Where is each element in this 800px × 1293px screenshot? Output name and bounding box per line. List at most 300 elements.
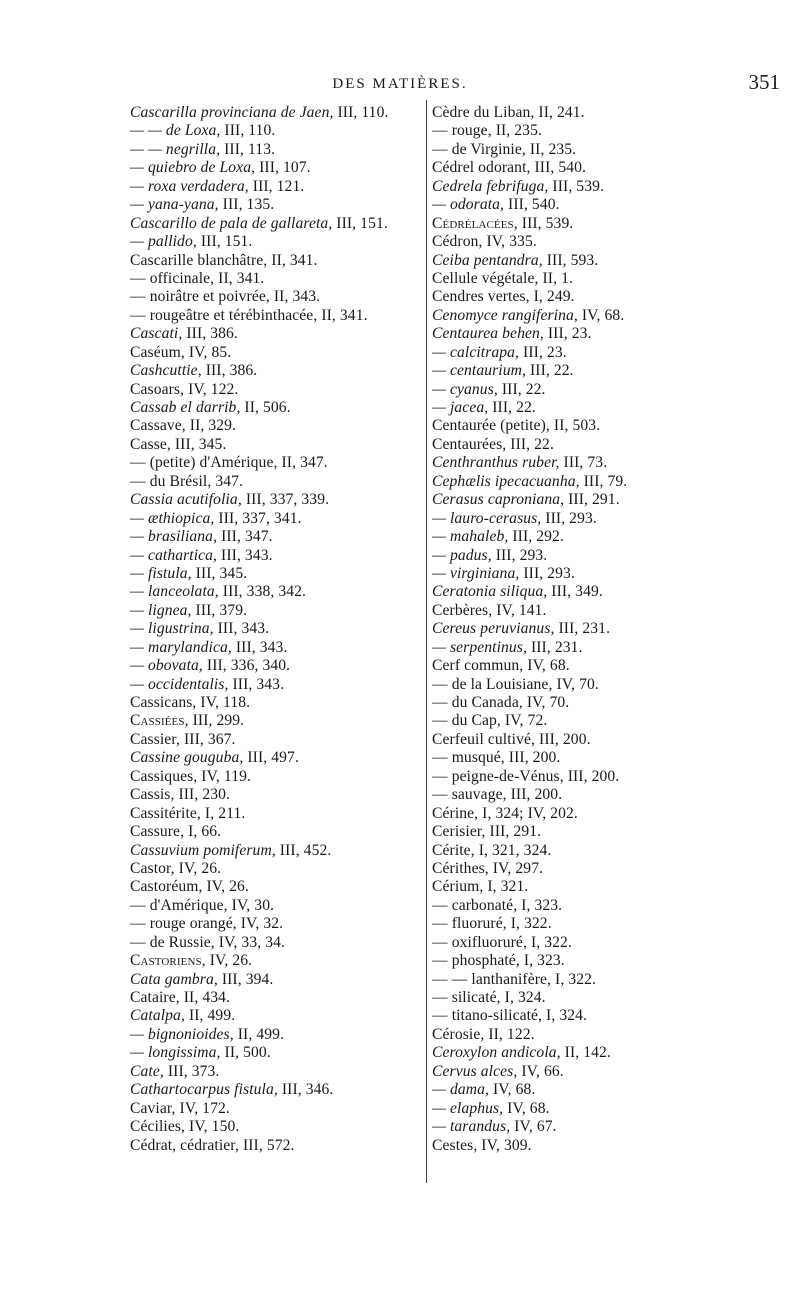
index-entry <box>130 196 422 214</box>
entry-reference: III, 22. <box>506 435 554 453</box>
entry-reference: III, 497. <box>243 749 299 767</box>
index-entry <box>432 436 777 454</box>
entry-term: — de la Louisiane, <box>432 675 553 693</box>
entry-term: Cassier, <box>130 730 180 748</box>
entry-reference: III, 394. <box>217 970 274 988</box>
entry-reference: III, 110. <box>220 122 276 140</box>
index-entry <box>432 878 777 896</box>
entry-reference: III, 291. <box>485 823 542 841</box>
entry-term: Cerisier, <box>432 823 486 841</box>
entry-reference: III, 343. <box>213 620 270 638</box>
entry-term: Cassitérite, <box>130 804 201 822</box>
entry-reference: IV, 68. <box>523 657 570 675</box>
entry-reference: III, 23. <box>519 343 567 361</box>
index-entry <box>130 694 422 712</box>
entry-reference: IV, 118. <box>196 694 251 711</box>
entry-reference: III, 200. <box>506 786 563 804</box>
index-entry <box>130 325 422 343</box>
entry-reference: III, 200. <box>563 767 620 785</box>
entry-term: Caviar, <box>130 1099 176 1117</box>
index-entry <box>432 196 777 214</box>
entry-term: — bignonioides, <box>130 1025 234 1043</box>
entry-term: — ligustrina, <box>130 620 214 638</box>
entry-reference: IV, 70. <box>552 675 599 693</box>
entry-reference: I, 321, 324. <box>474 841 552 859</box>
entry-reference: III, 345. <box>170 435 227 453</box>
entry-term: — — de Loxa, <box>130 122 221 140</box>
index-entry <box>432 270 777 288</box>
index-entry <box>432 104 777 122</box>
entry-term: — cathartica, <box>130 546 218 564</box>
entry-term: — sauvage, <box>432 786 507 804</box>
entry-reference: III, 121. <box>248 177 305 195</box>
entry-term: Cérine, <box>432 804 479 822</box>
entry-term: — — negrilla, <box>130 140 221 158</box>
entry-term: — elaphus, <box>432 1099 504 1117</box>
entry-term: Cérite, <box>432 841 475 859</box>
entry-term: — jacea, <box>432 399 489 416</box>
entry-reference: I, 322. <box>551 970 597 988</box>
entry-reference: I, 324. <box>542 1007 588 1025</box>
entry-reference: II, 235. <box>491 122 542 140</box>
entry-term: Cassia acutifolia, <box>130 491 242 509</box>
index-entry <box>130 768 422 786</box>
entry-reference: IV, 309. <box>477 1136 532 1154</box>
entry-term: Cèdre du Liban, <box>432 104 535 121</box>
index-entry <box>432 1137 777 1155</box>
entry-reference: I, 324; IV, 202. <box>478 804 578 822</box>
entry-reference: IV, 85. <box>184 343 232 361</box>
index-entry <box>432 952 777 970</box>
entry-term: — occidentalis, <box>130 675 229 693</box>
entry-term: — du Cap, <box>432 712 501 730</box>
index-entry <box>432 768 777 786</box>
entry-term: — padus, <box>432 546 492 564</box>
entry-reference: III, 539. <box>517 214 574 232</box>
entry-reference: III, 293. <box>541 509 597 527</box>
index-entry <box>130 823 422 841</box>
index-entry <box>432 786 777 804</box>
entry-reference: III, 343. <box>231 638 288 656</box>
entry-reference: IV, 141. <box>492 601 547 619</box>
entry-reference: III, 373. <box>163 1062 220 1080</box>
entry-term: Cassure, <box>130 823 185 841</box>
entry-reference: II, 343. <box>269 288 321 306</box>
page-number: 351 <box>748 70 780 94</box>
entry-term: — pallido, <box>130 233 197 251</box>
entry-reference: II, 341. <box>214 269 265 287</box>
entry-term: Ceroxylon andicola, <box>432 1044 561 1062</box>
entry-reference: III, 386. <box>182 325 238 343</box>
index-entry <box>432 288 777 306</box>
index-entry <box>432 602 777 620</box>
index-entry <box>432 1118 777 1136</box>
index-entry <box>130 639 422 657</box>
entry-reference: IV, 68. <box>503 1099 550 1117</box>
index-entry <box>130 878 422 896</box>
entry-reference: III, 79. <box>579 472 628 490</box>
entry-term: — obovata, <box>130 657 203 675</box>
entry-term: Catalpa, <box>130 1007 185 1025</box>
index-entry <box>130 583 422 601</box>
entry-term: — tarandus, <box>432 1118 511 1136</box>
index-entry <box>130 1007 422 1025</box>
entry-reference: I, 323. <box>519 952 565 970</box>
entry-term: Cassine gouguba, <box>130 749 244 767</box>
index-entry <box>130 565 422 583</box>
index-entry <box>432 362 777 380</box>
entry-reference: III, 299. <box>188 712 245 730</box>
entry-reference: III, 347. <box>217 528 273 546</box>
entry-term: — marylandica, <box>130 638 232 656</box>
index-entry <box>432 252 777 270</box>
index-entry <box>432 712 777 730</box>
index-entry <box>130 307 422 325</box>
index-entry <box>130 178 422 196</box>
entry-term: — rougeâtre et térébinthacée, <box>130 306 318 324</box>
entry-term: Cataire, <box>130 989 180 1006</box>
index-entry <box>130 399 422 417</box>
index-entry <box>432 233 777 251</box>
index-entry <box>432 454 777 472</box>
entry-reference: IV, 122. <box>184 380 239 398</box>
entry-reference: III, 337, 341. <box>214 509 302 527</box>
entry-term: Centhranthus ruber, <box>432 454 560 472</box>
index-entry <box>130 897 422 915</box>
entry-term: — cyanus, <box>432 380 498 398</box>
entry-reference: 347. <box>211 472 244 490</box>
index-entry <box>432 141 777 159</box>
index-entry <box>130 1081 422 1099</box>
index-entry <box>432 399 777 417</box>
index-entry <box>432 915 777 933</box>
entry-term: Cephælis ipecacuanha, <box>432 472 580 490</box>
entry-term: — lignea, <box>130 601 192 619</box>
index-entry <box>130 934 422 952</box>
entry-reference: I, 322. <box>506 915 552 933</box>
entry-term: Cerbères, <box>432 601 493 619</box>
entry-reference: I, 323. <box>517 896 563 914</box>
index-entry <box>130 971 422 989</box>
index-entry <box>432 417 777 435</box>
entry-reference: III, 367. <box>179 730 236 748</box>
entry-reference: IV, 150. <box>185 1118 240 1136</box>
entry-reference: IV, 72. <box>500 712 548 730</box>
index-entry <box>130 141 422 159</box>
index-entry <box>130 491 422 509</box>
index-entry <box>432 971 777 989</box>
entry-term: — carbonaté, <box>432 896 518 914</box>
index-entry <box>130 270 422 288</box>
entry-term: Cérosie, <box>432 1025 485 1043</box>
index-entry <box>130 473 422 491</box>
index-entry <box>432 897 777 915</box>
entry-term: Cascarillo de pala de gallareta, <box>130 214 333 232</box>
column-divider <box>426 100 427 1183</box>
entry-reference: III, 151. <box>196 233 253 251</box>
entry-reference: III, 349. <box>547 583 603 601</box>
entry-term: — fluoruré, <box>432 915 507 933</box>
entry-term: Casse, <box>130 435 171 453</box>
index-entry <box>432 694 777 712</box>
entry-reference: II, 499. <box>233 1025 285 1043</box>
entry-term: Ceiba pentandra, <box>432 251 543 269</box>
index-entry <box>432 344 777 362</box>
index-entry <box>130 676 422 694</box>
index-entry <box>432 860 777 878</box>
entry-term: Cédron, <box>432 233 483 251</box>
entry-term: — du Brésil, <box>130 472 212 490</box>
entry-reference: III, 386. <box>201 362 258 380</box>
entry-reference: IV, 297. <box>488 859 544 877</box>
entry-reference: III, 452. <box>275 841 332 859</box>
index-entry <box>130 547 422 565</box>
entry-reference: IV, 67. <box>510 1118 557 1136</box>
entry-reference: I, 324. <box>500 989 546 1006</box>
entry-reference: II, 434. <box>179 989 231 1006</box>
entry-reference: III, 22. <box>497 380 546 398</box>
index-entry <box>130 657 422 675</box>
entry-reference: II, 499. <box>184 1007 236 1025</box>
index-entry <box>432 676 777 694</box>
entry-term: Cassis, <box>130 786 175 804</box>
entry-reference: IV, 26. <box>205 952 253 970</box>
entry-reference: IV, 335. <box>482 233 537 251</box>
index-entry <box>432 325 777 343</box>
entry-term: Cérithes, <box>432 859 489 877</box>
entry-term: — rouge, <box>432 122 492 140</box>
entry-reference: III, 110. <box>333 104 389 121</box>
entry-reference: IV, 26. <box>174 859 222 877</box>
entry-term: — lanceolata, <box>130 583 219 601</box>
index-entry <box>432 731 777 749</box>
index-entry <box>130 528 422 546</box>
entry-reference: III, 292. <box>508 528 564 546</box>
index-entry <box>432 1026 777 1044</box>
entry-term: — noirâtre et poivrée, <box>130 288 270 306</box>
index-entry <box>130 989 422 1007</box>
entry-term: — virginiana, <box>432 564 520 582</box>
index-entry <box>432 381 777 399</box>
index-entry <box>130 1044 422 1062</box>
entry-term: — peigne-de-Vénus, <box>432 767 564 785</box>
entry-reference: III, 230. <box>174 786 231 804</box>
index-entry <box>130 215 422 233</box>
index-entry <box>432 749 777 767</box>
entry-reference: II, 235. <box>525 140 577 158</box>
entry-term: Cédrélacées, <box>432 214 518 232</box>
index-entry <box>130 510 422 528</box>
entry-reference: IV, 26. <box>202 878 249 896</box>
entry-reference: IV, 30. <box>227 896 275 914</box>
index-entry <box>130 104 422 122</box>
entry-reference: II, 503. <box>549 417 601 435</box>
entry-reference: IV, 33, 34. <box>214 933 286 951</box>
entry-reference: IV, 119. <box>197 767 252 785</box>
entry-term: — centaurium, <box>432 362 526 380</box>
entry-reference: III, 135. <box>218 196 275 214</box>
entry-term: — mahaleb, <box>432 528 509 546</box>
entry-term: Cascarille blanchâtre, <box>130 251 268 269</box>
index-entry <box>432 510 777 528</box>
entry-term: Castor, <box>130 859 175 877</box>
entry-term: Castoriens, <box>130 952 206 970</box>
entry-term: Centaurées, <box>432 435 507 453</box>
entry-term: — silicaté, <box>432 989 501 1006</box>
entry-reference: III, 540. <box>504 196 560 214</box>
entry-reference: III, 343. <box>228 675 285 693</box>
entry-reference: III, 113. <box>220 140 276 158</box>
entry-term: — phosphaté, <box>432 952 520 970</box>
index-entry <box>432 1044 777 1062</box>
index-entry <box>432 805 777 823</box>
entry-reference: IV, 70. <box>522 694 570 711</box>
index-entry <box>432 473 777 491</box>
entry-reference: III, 151. <box>332 214 388 232</box>
entry-reference: I, 321. <box>483 878 529 896</box>
index-entry <box>130 915 422 933</box>
entry-term: — calcitrapa, <box>432 343 520 361</box>
entry-term: — lauro-cerasus, <box>432 509 542 527</box>
entry-term: Centaurea behen, <box>432 325 544 343</box>
entry-term: — de Virginie, <box>432 140 526 158</box>
index-entry <box>432 215 777 233</box>
entry-term: — serpentinus, <box>432 638 527 656</box>
index-entry <box>432 657 777 675</box>
entry-reference: III, 336, 340. <box>202 657 291 675</box>
index-entry <box>432 823 777 841</box>
entry-reference: III, 22. <box>488 399 536 416</box>
entry-reference: III, 200. <box>504 749 561 767</box>
index-entry <box>130 344 422 362</box>
entry-term: Cendres vertes, <box>432 288 530 306</box>
entry-term: — roxa verdadera, <box>130 177 249 195</box>
index-entry <box>130 454 422 472</box>
entry-reference: III, 23. <box>543 325 592 343</box>
index-entry <box>432 583 777 601</box>
index-entry <box>130 1118 422 1136</box>
index-entry <box>432 565 777 583</box>
entry-term: Cérium, <box>432 878 484 896</box>
entry-term: Cerasus caproniana, <box>432 491 565 509</box>
entry-reference: III, 22. <box>526 362 574 380</box>
entry-term: Cathartocarpus fistula, <box>130 1081 278 1099</box>
entry-reference: III, 231. <box>554 620 611 638</box>
entry-term: — du Canada, <box>432 694 523 711</box>
entry-term: Cestes, <box>432 1136 478 1154</box>
entry-reference: III, 346. <box>277 1081 334 1099</box>
index-entry <box>432 1081 777 1099</box>
index-entry <box>432 178 777 196</box>
index-entry <box>432 528 777 546</box>
entry-reference: III, 293. <box>491 546 548 564</box>
running-head: DES MATIÈRES. <box>332 76 468 92</box>
entry-reference: III, 73. <box>559 454 608 472</box>
index-entry <box>432 1063 777 1081</box>
index-column-right <box>432 104 777 1155</box>
entry-reference: III, 337, 339. <box>241 491 330 509</box>
entry-term: Ceratonia siliqua, <box>432 583 548 601</box>
entry-term: — brasiliana, <box>130 528 218 546</box>
entry-term: Cassiées, <box>130 712 189 730</box>
index-entry <box>432 842 777 860</box>
entry-term: Cervus alces, <box>432 1062 518 1080</box>
index-entry <box>130 1137 422 1155</box>
index-entry <box>130 233 422 251</box>
index-entry <box>130 417 422 435</box>
index-entry <box>130 1026 422 1044</box>
entry-term: — yana-yana, <box>130 196 219 214</box>
index-entry <box>130 842 422 860</box>
entry-term: Cate, <box>130 1062 164 1080</box>
entry-reference: III, 293. <box>519 564 575 582</box>
index-entry <box>130 436 422 454</box>
entry-reference: III, 345. <box>191 564 248 582</box>
entry-term: — musqué, <box>432 749 505 767</box>
entry-reference: I, 322. <box>526 933 572 951</box>
entry-reference: I, 211. <box>200 804 246 822</box>
entry-reference: IV, 32. <box>236 915 284 933</box>
index-entry <box>130 602 422 620</box>
entry-term: — (petite) d'Amérique, <box>130 454 278 472</box>
index-entry <box>130 122 422 140</box>
entry-reference: IV, 68. <box>577 306 625 324</box>
index-entry <box>432 491 777 509</box>
entry-term: — quiebro de Loxa, <box>130 159 256 177</box>
entry-term: Cedrela febrifuga, <box>432 177 549 195</box>
index-entry <box>432 639 777 657</box>
index-entry <box>130 362 422 380</box>
entry-reference: II, 341. <box>317 306 368 324</box>
entry-reference: III, 231. <box>526 638 583 656</box>
entry-reference: III, 593. <box>542 251 599 269</box>
entry-reference: IV, 68. <box>489 1081 536 1099</box>
index-entry <box>130 786 422 804</box>
entry-reference: I, 66. <box>184 823 222 841</box>
entry-term: Cassicans, <box>130 694 197 711</box>
entry-term: — fistula, <box>130 564 192 582</box>
index-entry <box>130 288 422 306</box>
index-entry <box>130 749 422 767</box>
entry-term: — — lanthanifère, <box>432 970 552 988</box>
entry-reference: III, 107. <box>255 159 311 177</box>
entry-reference: III, 540. <box>530 159 587 177</box>
entry-reference: II, 122. <box>484 1025 535 1043</box>
entry-term: Caséum, <box>130 343 185 361</box>
entry-term: Cassab el darrib, <box>130 399 241 416</box>
entry-reference: II, 347. <box>277 454 328 472</box>
entry-term: Cata gambra, <box>130 970 218 988</box>
entry-reference: III, 291. <box>564 491 620 509</box>
index-entry <box>130 1100 422 1118</box>
index-entry <box>130 952 422 970</box>
index-entry <box>432 307 777 325</box>
index-entry <box>130 712 422 730</box>
entry-term: Cassuvium pomiferum, <box>130 841 276 859</box>
index-entry <box>432 989 777 1007</box>
entry-reference: II, 500. <box>220 1044 271 1062</box>
entry-reference: II, 1. <box>538 269 573 287</box>
entry-term: — æthiopica, <box>130 509 215 527</box>
index-entry <box>432 1100 777 1118</box>
entry-reference: II, 142. <box>560 1044 611 1062</box>
entry-reference: IV, 172. <box>175 1099 230 1117</box>
index-entry <box>432 547 777 565</box>
index-entry <box>432 934 777 952</box>
entry-reference: III, 338, 342. <box>218 583 307 601</box>
entry-term: — de Russie, <box>130 933 215 951</box>
entry-reference: III, 572. <box>238 1136 295 1154</box>
